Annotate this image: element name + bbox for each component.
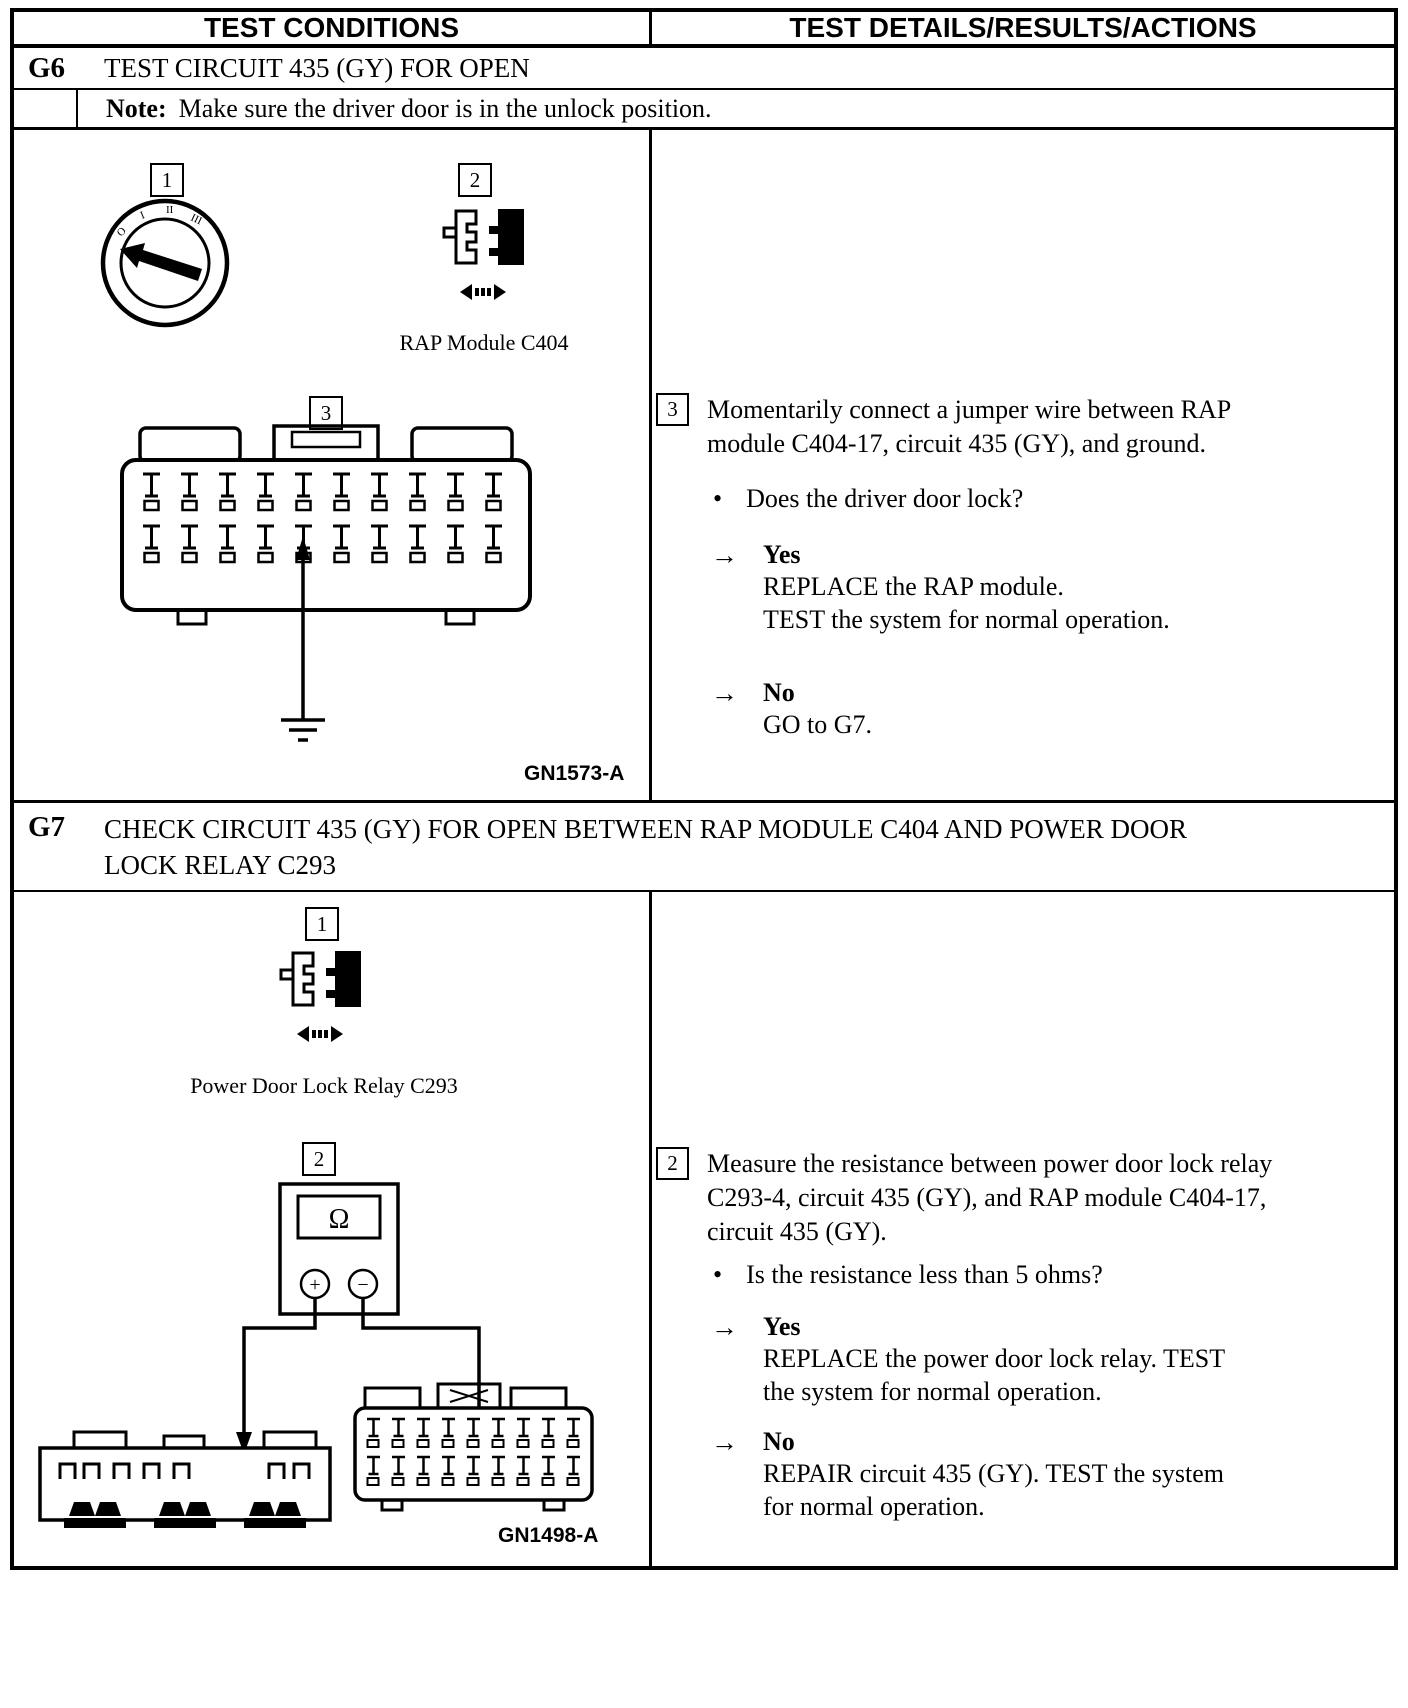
g6-no-label: No (763, 678, 795, 707)
ignition-key-arrow (120, 243, 202, 281)
g7-step-title (78, 811, 1187, 884)
g7-body (14, 892, 1394, 1566)
g6-body (14, 130, 1394, 800)
g6-diagram-step-3-badge: 3 (309, 396, 343, 430)
rap-module-connector-icon (420, 205, 550, 313)
g7-test-details-cell (652, 892, 1394, 1566)
g6-yes-line2: TEST the system for normal operation. (763, 605, 1170, 635)
arrow-icon: → (711, 1427, 738, 1457)
g7-no-line1: REPAIR circuit 435 (GY). TEST the system (763, 1459, 1225, 1488)
g7-question-row (713, 1260, 1103, 1290)
g6-action-step-badge: 3 (656, 393, 689, 426)
g7-yes-result (711, 1312, 1323, 1408)
g7-question-text: Is the resistance less than 5 ohms? (746, 1260, 1103, 1289)
g7-figure-id: GN1498-A (498, 1524, 599, 1547)
note-text: Make sure the driver door is in the unlock position. (178, 93, 712, 123)
ignition-mark: I (138, 209, 147, 222)
header-test-details: TEST DETAILS/RESULTS/ACTIONS (789, 12, 1257, 43)
g7-title-line1: CHECK CIRCUIT 435 (GY) FOR OPEN BETWEEN RAP MODULE C404 AND POWER DOOR (104, 814, 1188, 844)
ignition-mark: III (188, 211, 204, 228)
g7-yes-line2: the system for normal operation. (763, 1377, 1102, 1407)
arrow-icon: → (711, 1312, 738, 1342)
g6-yes-line1: REPLACE the RAP module. (763, 572, 1064, 601)
ohm-symbol: Ω (328, 1204, 350, 1235)
bullet-icon: • (713, 1260, 723, 1289)
arrow-icon: → (711, 540, 738, 570)
g6-yes-label: Yes (763, 540, 801, 569)
table-header-row (14, 12, 1394, 48)
test-table (10, 8, 1398, 1570)
g7-title-line2: LOCK RELAY C293 (104, 850, 337, 881)
c404-connector-diagram (116, 420, 536, 750)
note-label: Note: (106, 93, 167, 123)
g6-note-row (14, 90, 1394, 130)
g6-diagram-step-1-badge: 1 (150, 163, 184, 197)
g6-no-line1: GO to G7. (763, 710, 873, 739)
g6-title-row (14, 48, 1394, 90)
g7-yes-line1: REPLACE the power door lock relay. TEST (763, 1344, 1226, 1373)
g6-step-id: G6 (28, 51, 66, 84)
g7-diagram-step-2-badge: 2 (302, 1142, 336, 1176)
ground-symbol (281, 720, 325, 740)
multimeter (280, 1184, 398, 1314)
g7-diagram-step-1-badge: 1 (305, 907, 339, 941)
g6-action-step (656, 393, 1307, 461)
g6-diagram-step-2-badge: 2 (458, 163, 492, 197)
g7-action-text: Measure the resistance between power door lock relay C293-4, circuit 435 (GY), and RAP module C404-17, circuit 435 (GY). (707, 1149, 1273, 1246)
power-door-lock-relay-label: Power Door Lock Relay C293 (190, 1073, 458, 1098)
g6-action-text: Momentarily connect a jumper wire between RAP module C404-17, circuit 435 (GY), and ground. (707, 395, 1231, 458)
g7-no-label: No (763, 1427, 795, 1456)
g7-action-step-badge: 2 (656, 1147, 689, 1180)
g6-yes-result (711, 540, 1323, 636)
ignition-mark: II (166, 204, 174, 216)
plus-symbol: + (309, 1274, 321, 1296)
g7-resistance-measurement-diagram (14, 1182, 644, 1550)
g7-action-step (656, 1147, 1307, 1248)
g7-title-row (14, 800, 1394, 892)
note-block (76, 90, 1394, 127)
ignition-switch-diagram (90, 187, 240, 337)
arrow-icon: → (711, 678, 738, 708)
rap-module-connector-diagram-small (355, 1384, 592, 1510)
header-test-conditions: TEST CONDITIONS (14, 12, 652, 44)
g6-question-text: Does the driver door lock? (746, 484, 1024, 513)
power-door-lock-relay-connector-icon (257, 947, 387, 1055)
disconnect-arrow-icon (297, 1026, 343, 1042)
ignition-mark: O (114, 225, 129, 240)
g6-question-row (713, 484, 1023, 514)
g6-test-conditions-cell (14, 130, 652, 800)
g6-test-details-cell (652, 130, 1394, 800)
g7-no-result (711, 1427, 1323, 1523)
g7-no-line2: for normal operation. (763, 1492, 985, 1522)
rap-module-connector-label: RAP Module C404 (399, 330, 569, 355)
g6-figure-id: GN1573-A (524, 762, 625, 785)
g6-no-result (711, 678, 1323, 741)
g7-yes-label: Yes (763, 1312, 801, 1341)
g7-test-conditions-cell (14, 892, 652, 1566)
power-door-lock-relay-connector-diagram (40, 1432, 330, 1528)
g7-step-id: G7 (28, 811, 66, 843)
g6-step-title: TEST CIRCUIT 435 (GY) FOR OPEN (104, 52, 530, 83)
bullet-icon: • (713, 484, 723, 513)
minus-symbol: − (357, 1274, 369, 1296)
disconnect-arrow-icon (460, 284, 506, 300)
